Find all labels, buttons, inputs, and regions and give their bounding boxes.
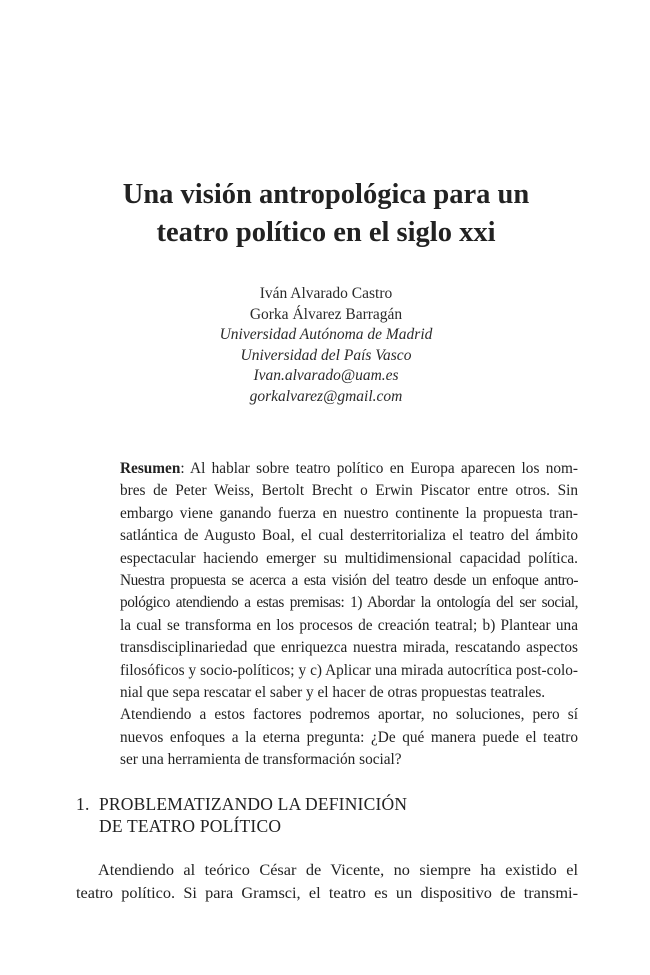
- abstract-line: Atendiendo a estos factores podremos aportar, no soluciones, pero sí: [120, 706, 578, 724]
- section-title-line: DE TEATRO POLÍTICO: [99, 816, 282, 836]
- author-email: gorkalvarez@gmail.com: [249, 387, 403, 405]
- abstract: [120, 458, 578, 772]
- abstract-line: nial que sepa rescatar el saber y el hacer de otras propuestas teatrales.: [120, 684, 546, 702]
- author-name: Iván Alvarado Castro: [259, 285, 393, 302]
- section-title-line: PROBLEMATIZANDO LA DEFINICIÓN: [99, 794, 408, 814]
- author-block: [76, 284, 576, 407]
- abstract-line: espectacular haciendo emerger su multidimensional capacidad política.: [120, 549, 578, 567]
- abstract-line: [120, 458, 578, 480]
- body-text: [76, 858, 578, 904]
- body-line: teatro político. Si para Gramsci, el teatro es un dispositivo de transmi-: [76, 883, 578, 902]
- abstract-text: : Al hablar sobre teatro político en Europa aparecen los nom-: [180, 460, 578, 477]
- abstract-line: embargo viene ganando fuerza en nuestro continente la propuesta tran-: [120, 504, 578, 522]
- author-name: Gorka Álvarez Barragán: [249, 305, 403, 323]
- title-line: teatro político en el siglo xxi: [156, 217, 496, 248]
- author-affiliation: Universidad Autónoma de Madrid: [219, 326, 433, 343]
- author-affiliation: Universidad del País Vasco: [240, 346, 412, 364]
- abstract-line: nuevos enfoques a la eterna pregunta: ¿De qué manera puede el teatro: [120, 728, 578, 746]
- abstract-label: Resumen: [120, 460, 181, 477]
- author-email: Ivan.alvarado@uam.es: [253, 367, 399, 384]
- body-line: Atendiendo al teórico César de Vicente, no siempre ha existido el: [98, 860, 578, 879]
- abstract-line: ser una herramienta de transformación social?: [120, 751, 402, 769]
- title-line: Una visión antropológica para un: [122, 179, 530, 210]
- abstract-line: satlántica de Augusto Boal, el cual desterritorializa el teatro del ámbito: [120, 527, 578, 545]
- abstract-line: transdisciplinariedad que enriquezca nuestra mirada, rescatando aspectos: [120, 639, 578, 657]
- paper-title: [76, 176, 576, 252]
- abstract-line: filosóficos y socio-políticos; y c) Aplicar una mirada autocrítica post-colo-: [120, 661, 578, 679]
- abstract-line: bres de Peter Weiss, Bertolt Brecht o Erwin Piscator entre otros. Sin: [120, 482, 578, 500]
- abstract-line: la cual se transforma en los procesos de creación teatral; b) Plantear una: [120, 616, 578, 634]
- section-number: 1.: [76, 794, 90, 814]
- abstract-line: Nuestra propuesta se acerca a esta visión del teatro desde un enfoque antro-: [120, 572, 578, 590]
- section-title: [99, 793, 407, 837]
- abstract-line: pológico atendiendo a estas premisas: 1) Abordar la ontología del ser social,: [120, 594, 578, 612]
